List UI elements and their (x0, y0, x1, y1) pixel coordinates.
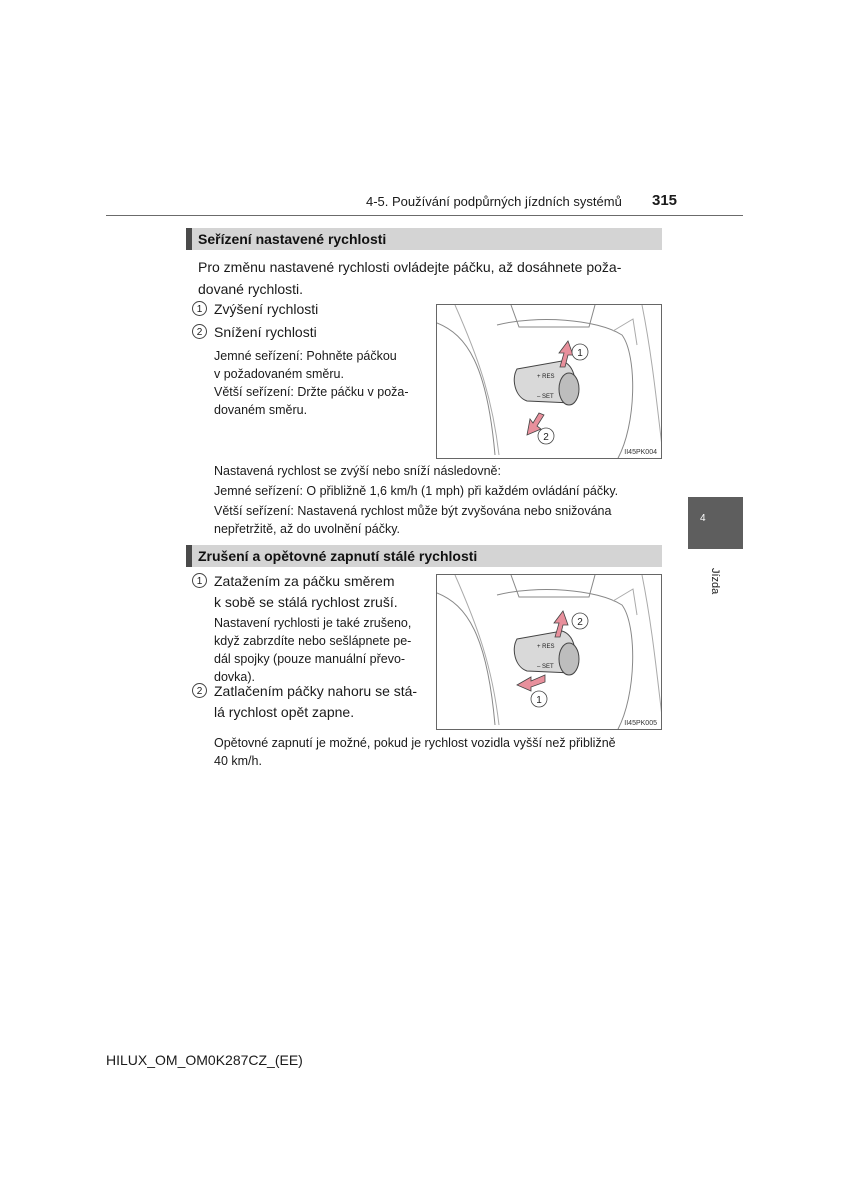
figure-code: II45PK005 (624, 720, 657, 727)
pull-arrow (517, 675, 545, 691)
text-line: Zatlačením páčky nahoru se stá- (214, 683, 418, 699)
page-number: 315 (652, 192, 678, 209)
text-line: Větší seřízení: Držte páčku v poža- (214, 385, 409, 399)
set-label: – SET (537, 664, 554, 670)
running-header-title: 4-5. Používání podpůrných jízdních systémů (366, 194, 622, 209)
section-heading-text: Zrušení a opětovné zapnutí stálé rychlosti (198, 548, 478, 564)
list-item-text: Snížení rychlosti (214, 324, 317, 340)
list-item-text (214, 571, 424, 613)
chapter-tab-label: Jízda (709, 568, 721, 595)
intro-line: Pro změnu nastavené rychlosti ovládejte páčku, až dosáhnete poža- (198, 259, 622, 275)
text-line: Jemné seřízení: Pohněte páčkou (214, 349, 397, 363)
number-circle: 1 (192, 573, 207, 588)
res-label: + RES (537, 644, 555, 650)
document-code: HILUX_OM_OM0K287CZ_(EE) (106, 1052, 303, 1068)
section-heading-bar (186, 545, 192, 567)
number-circle: 1 (192, 301, 207, 316)
chapter-tab (688, 497, 743, 549)
lever-figure (436, 574, 662, 730)
text-line: dovaném směru. (214, 403, 308, 417)
number-circle: 2 (192, 324, 207, 339)
text-line: 40 km/h. (214, 754, 262, 768)
note-text (214, 502, 660, 538)
callout-2: 2 (577, 617, 583, 628)
text-line: k sobě se stálá rychlost zruší. (214, 594, 398, 610)
text-line: když zabrzdíte nebo sešlápnete pe- (214, 634, 412, 648)
text-line: nepřetržitě, až do uvolnění páčky. (214, 522, 400, 536)
text-line: Větší seřízení: Nastavená rychlost může být zvyšována nebo snižována (214, 504, 612, 518)
set-label: – SET (537, 394, 554, 400)
lever-illustration (437, 575, 662, 730)
figure-code: II45PK004 (624, 449, 657, 456)
number-circle: 2 (192, 683, 207, 698)
text-line: Nastavení rychlosti je také zrušeno, (214, 616, 412, 630)
callout-1: 1 (577, 348, 583, 359)
callout-1: 1 (536, 695, 542, 706)
intro-line: dované rychlosti. (198, 281, 304, 297)
lever-illustration (437, 305, 662, 459)
text-line: lá rychlost opět zapne. (214, 704, 355, 720)
lever-figure (436, 304, 662, 459)
section-heading-bar (186, 228, 192, 250)
note-text (214, 734, 660, 770)
text-line: dál spojky (pouze manuální převo- (214, 652, 406, 666)
callout-2: 2 (543, 432, 549, 443)
up-arrow (559, 341, 573, 367)
section-intro (198, 256, 660, 300)
section-heading-text: Seřízení nastavené rychlosti (198, 231, 387, 247)
chapter-tab-number: 4 (700, 513, 706, 524)
section-heading (186, 228, 662, 250)
note-text: Jemné seřízení: O přibližně 1,6 km/h (1 mph) při každém ovládání páčky. (214, 484, 619, 498)
fine-adjust-text (214, 347, 424, 383)
text-line: Opětovné zapnutí je možné, pokud je rychlost vozidla vyšší než přibližně (214, 736, 616, 750)
res-label: + RES (537, 374, 555, 380)
header-rule (106, 215, 743, 216)
text-line: Zatažením za páčku směrem (214, 573, 395, 589)
list-item-text: Zvýšení rychlosti (214, 301, 319, 317)
note-text: Nastavená rychlost se zvýší nebo sníží následovně: (214, 464, 501, 478)
coarse-adjust-text (214, 383, 424, 419)
text-line: v požadovaném směru. (214, 367, 344, 381)
text-line: dovka). (214, 670, 255, 684)
section-heading (186, 545, 662, 567)
list-item-text (214, 681, 424, 723)
cancel-note (214, 614, 424, 686)
